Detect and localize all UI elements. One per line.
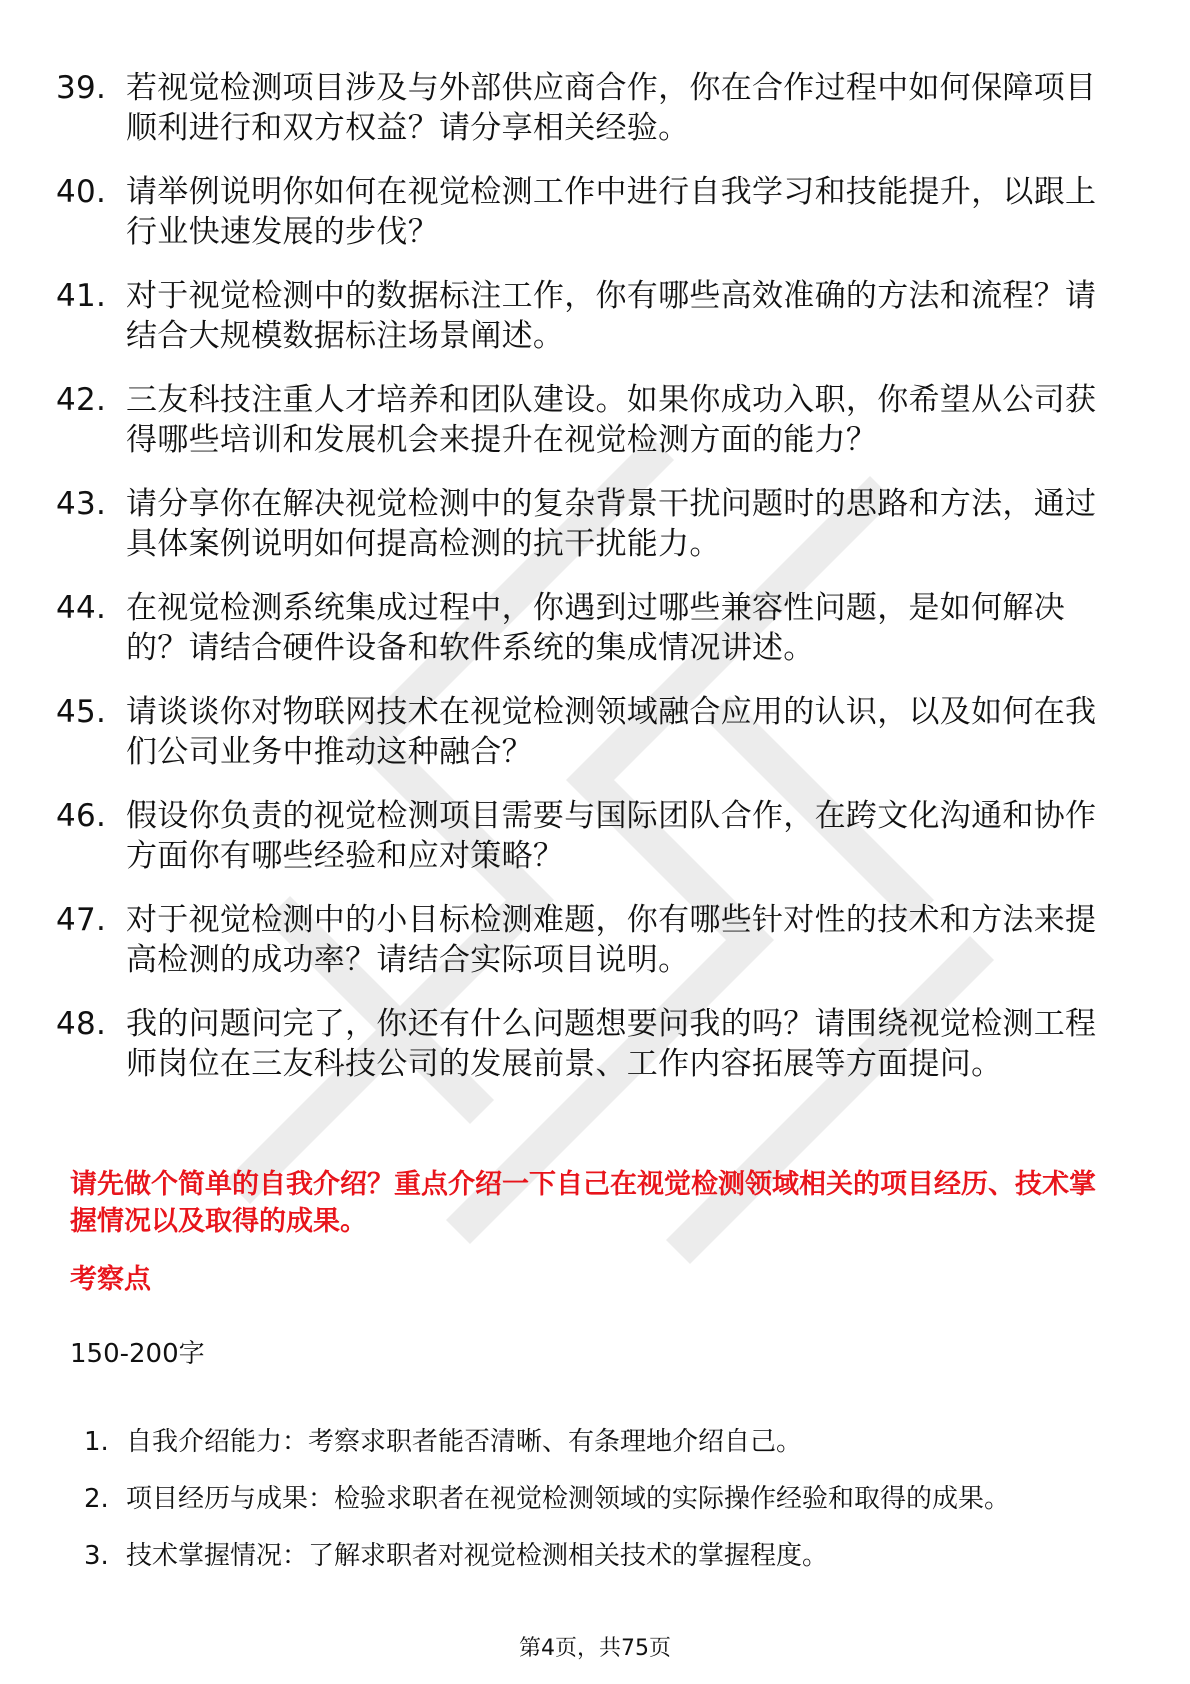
question-number: 44. xyxy=(56,590,107,626)
point-text: 技术掌握情况：了解求职者对视觉检测相关技术的掌握程度。 xyxy=(126,1541,829,1571)
point-text: 自我介绍能力：考察求职者能否清晰、有条理地介绍自己。 xyxy=(126,1427,803,1457)
assessment-point xyxy=(84,1424,1124,1460)
question-item xyxy=(56,900,1116,980)
question-number: 46. xyxy=(56,798,107,834)
page-footer: 第4页，共75页 xyxy=(519,1636,671,1661)
question-number: 40. xyxy=(56,174,107,210)
question-number: 45. xyxy=(56,694,107,730)
question-item xyxy=(56,1004,1116,1084)
question-list xyxy=(56,68,1116,1108)
question-item xyxy=(56,692,1116,772)
question-text: 请分享你在解决视觉检测中的复杂背景干扰问题时的思路和方法，通过具体案例说明如何提高检测的抗干扰能力。 xyxy=(126,486,1097,562)
question-number: 41. xyxy=(56,278,107,314)
question-text: 对于视觉检测中的小目标检测难题，你有哪些针对性的技术和方法来提高检测的成功率？请结合实际项目说明。 xyxy=(126,902,1097,978)
question-text: 假设你负责的视觉检测项目需要与国际团队合作，在跨文化沟通和协作方面你有哪些经验和应对策略？ xyxy=(126,798,1097,874)
word-count: 150-200字 xyxy=(70,1339,205,1369)
assessment-point-list xyxy=(84,1424,1124,1595)
question-item xyxy=(56,276,1116,356)
question-item xyxy=(56,380,1116,460)
question-text: 三友科技注重人才培养和团队建设。如果你成功入职，你希望从公司获得哪些培训和发展机会来提升在视觉检测方面的能力？ xyxy=(126,382,1097,458)
assessment-point xyxy=(84,1538,1124,1574)
point-number: 2. xyxy=(84,1484,109,1514)
question-item xyxy=(56,796,1116,876)
question-text: 请谈谈你对物联网技术在视觉检测领域融合应用的认识，以及如何在我们公司业务中推动这种融合？ xyxy=(126,694,1097,770)
point-number: 1. xyxy=(84,1427,109,1457)
question-text: 在视觉检测系统集成过程中，你遇到过哪些兼容性问题，是如何解决的？请结合硬件设备和软件系统的集成情况讲述。 xyxy=(126,590,1065,666)
intro-question: 请先做个简单的自我介绍？重点介绍一下自己在视觉检测领域相关的项目经历、技术掌握情况以及取得的成果。 xyxy=(70,1169,1096,1237)
point-text: 项目经历与成果：检验求职者在视觉检测领域的实际操作经验和取得的成果。 xyxy=(126,1484,1011,1514)
question-number: 47. xyxy=(56,902,107,938)
question-text: 若视觉检测项目涉及与外部供应商合作，你在合作过程中如何保障项目顺利进行和双方权益？请分享相关经验。 xyxy=(126,70,1097,146)
question-item xyxy=(56,588,1116,668)
question-item xyxy=(56,484,1116,564)
question-number: 48. xyxy=(56,1006,107,1042)
question-text: 我的问题问完了，你还有什么问题想要问我的吗？请围绕视觉检测工程师岗位在三友科技公司的发展前景、工作内容拓展等方面提问。 xyxy=(126,1006,1097,1082)
question-item xyxy=(56,68,1116,148)
question-item xyxy=(56,172,1116,252)
question-text: 对于视觉检测中的数据标注工作，你有哪些高效准确的方法和流程？请结合大规模数据标注场景阐述。 xyxy=(126,278,1097,354)
assessment-point xyxy=(84,1481,1124,1517)
question-number: 39. xyxy=(56,70,107,106)
section-title: 考察点 xyxy=(70,1264,151,1295)
question-number: 42. xyxy=(56,382,107,418)
question-number: 43. xyxy=(56,486,107,522)
point-number: 3. xyxy=(84,1541,109,1571)
question-text: 请举例说明你如何在视觉检测工作中进行自我学习和技能提升，以跟上行业快速发展的步伐？ xyxy=(126,174,1097,250)
